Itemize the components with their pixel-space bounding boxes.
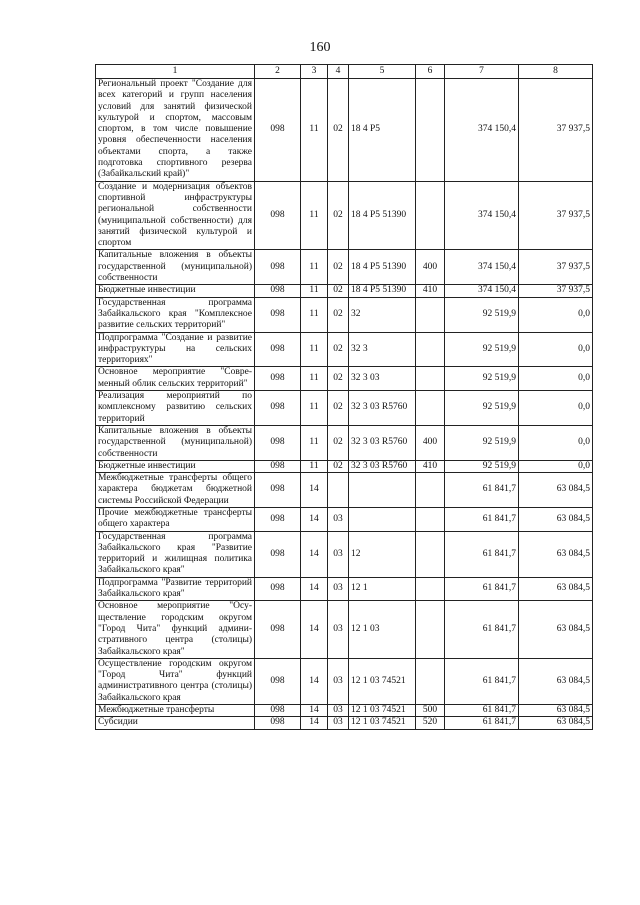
target-article-cell: 12 1	[349, 577, 416, 601]
amount-year2-cell: 63 084,5	[519, 473, 593, 508]
expense-type-cell: 410	[416, 285, 445, 297]
target-article-cell: 32 3 03 R5760	[349, 460, 416, 472]
column-header: 8	[519, 65, 593, 79]
column-header: 7	[445, 65, 519, 79]
amount-year2-cell: 37 937,5	[519, 181, 593, 250]
table-row	[96, 297, 593, 332]
column-header: 3	[301, 65, 328, 79]
amount-year1-cell: 61 841,7	[445, 601, 519, 658]
subsection-code-cell: 03	[328, 577, 349, 601]
table-row	[96, 79, 593, 182]
section-code-cell: 14	[301, 507, 328, 531]
subsection-code-cell: 02	[328, 285, 349, 297]
section-code-cell: 11	[301, 460, 328, 472]
section-code-cell: 11	[301, 425, 328, 460]
expense-type-cell	[416, 181, 445, 250]
subsection-code-cell: 02	[328, 332, 349, 367]
row-name-cell: Прочие межбюджетные трансферты общего характера	[96, 507, 255, 531]
amount-year1-cell: 92 519,9	[445, 425, 519, 460]
target-article-cell: 12 1 03	[349, 601, 416, 658]
amount-year2-cell: 0,0	[519, 367, 593, 391]
ministry-code-cell: 098	[255, 601, 301, 658]
section-code-cell: 14	[301, 705, 328, 717]
target-article-cell: 32 3 03	[349, 367, 416, 391]
amount-year2-cell: 0,0	[519, 460, 593, 472]
section-code-cell: 11	[301, 285, 328, 297]
expense-type-cell	[416, 531, 445, 577]
table-header-row	[96, 65, 593, 79]
row-name-cell: Межбюджетные трансферты общего характера бюджетам бюджетной системы Российской Федерации	[96, 473, 255, 508]
ministry-code-cell: 098	[255, 79, 301, 182]
amount-year2-cell: 0,0	[519, 391, 593, 426]
row-name-cell: Бюджетные инвестиции	[96, 460, 255, 472]
table-row	[96, 717, 593, 729]
table-row	[96, 332, 593, 367]
section-code-cell: 11	[301, 367, 328, 391]
section-code-cell: 11	[301, 79, 328, 182]
expense-type-cell	[416, 297, 445, 332]
amount-year1-cell: 374 150,4	[445, 79, 519, 182]
expense-type-cell: 400	[416, 425, 445, 460]
row-name-cell: Государственная программа Забайкальского края "Комплексное развитие сельских территорий"	[96, 297, 255, 332]
target-article-cell: 12	[349, 531, 416, 577]
table-row	[96, 391, 593, 426]
row-name-cell: Создание и модернизация объектов спортивной инфраструктуры региональной собственности (муниципальной собственности) для занятий физической культурой и спортом	[96, 181, 255, 250]
column-header: 6	[416, 65, 445, 79]
expense-type-cell	[416, 658, 445, 704]
amount-year1-cell: 92 519,9	[445, 367, 519, 391]
expense-type-cell	[416, 507, 445, 531]
expense-type-cell	[416, 79, 445, 182]
subsection-code-cell: 02	[328, 181, 349, 250]
subsection-code-cell: 02	[328, 79, 349, 182]
section-code-cell: 14	[301, 473, 328, 508]
page-number: 160	[309, 40, 331, 55]
amount-year2-cell: 37 937,5	[519, 285, 593, 297]
ministry-code-cell: 098	[255, 531, 301, 577]
target-article-cell	[349, 507, 416, 531]
subsection-code-cell: 03	[328, 717, 349, 729]
subsection-code-cell	[328, 473, 349, 508]
amount-year1-cell: 92 519,9	[445, 391, 519, 426]
amount-year1-cell: 92 519,9	[445, 460, 519, 472]
column-header: 4	[328, 65, 349, 79]
subsection-code-cell: 02	[328, 425, 349, 460]
section-code-cell: 11	[301, 391, 328, 426]
table-row	[96, 181, 593, 250]
section-code-cell: 14	[301, 601, 328, 658]
row-name-cell: Основное мероприятие "Осуществление городским округом "Город Чита" функций административного центра (столицы) Забайкальского края"	[96, 601, 255, 658]
expense-type-cell: 520	[416, 717, 445, 729]
row-name-cell: Региональный проект "Создание для всех категорий и групп населения условий для занятий физической культурой и спортом, массовым спортом, в том числе повышение уровня обеспеченности населения объектами спорта, а также подготовка спортивного резерва (Забайкальский край)"	[96, 79, 255, 182]
amount-year1-cell: 374 150,4	[445, 250, 519, 285]
subsection-code-cell: 03	[328, 658, 349, 704]
amount-year2-cell: 63 084,5	[519, 531, 593, 577]
row-name-cell: Межбюджетные трансферты	[96, 705, 255, 717]
subsection-code-cell: 03	[328, 531, 349, 577]
expense-type-cell: 410	[416, 460, 445, 472]
amount-year1-cell: 92 519,9	[445, 332, 519, 367]
row-name-cell: Подпрограмма "Создание и развитие инфраструктуры на сельских территориях"	[96, 332, 255, 367]
amount-year2-cell: 63 084,5	[519, 601, 593, 658]
expense-type-cell	[416, 577, 445, 601]
ministry-code-cell: 098	[255, 181, 301, 250]
subsection-code-cell: 02	[328, 297, 349, 332]
row-name-cell: Бюджетные инвестиции	[96, 285, 255, 297]
expense-type-cell	[416, 473, 445, 508]
section-code-cell: 14	[301, 658, 328, 704]
section-code-cell: 11	[301, 332, 328, 367]
expense-type-cell	[416, 332, 445, 367]
section-code-cell: 14	[301, 531, 328, 577]
row-name-cell: Государственная программа Забайкальского края "Развитие территорий и жилищная политика Забайкальского края"	[96, 531, 255, 577]
column-header: 1	[96, 65, 255, 79]
section-code-cell: 14	[301, 577, 328, 601]
target-article-cell: 18 4 P5 51390	[349, 250, 416, 285]
ministry-code-cell: 098	[255, 285, 301, 297]
table-row	[96, 460, 593, 472]
ministry-code-cell: 098	[255, 297, 301, 332]
target-article-cell: 12 1 03 74521	[349, 658, 416, 704]
target-article-cell: 32 3 03 R5760	[349, 425, 416, 460]
subsection-code-cell: 02	[328, 391, 349, 426]
target-article-cell	[349, 473, 416, 508]
table-row	[96, 705, 593, 717]
ministry-code-cell: 098	[255, 250, 301, 285]
ministry-code-cell: 098	[255, 473, 301, 508]
amount-year1-cell: 61 841,7	[445, 473, 519, 508]
ministry-code-cell: 098	[255, 717, 301, 729]
column-header: 5	[349, 65, 416, 79]
target-article-cell: 32 3 03 R5760	[349, 391, 416, 426]
ministry-code-cell: 098	[255, 332, 301, 367]
amount-year1-cell: 374 150,4	[445, 181, 519, 250]
target-article-cell: 12 1 03 74521	[349, 705, 416, 717]
target-article-cell: 12 1 03 74521	[349, 717, 416, 729]
row-name-cell: Капитальные вложения в объекты государственной (муниципальной) собственности	[96, 425, 255, 460]
amount-year1-cell: 374 150,4	[445, 285, 519, 297]
amount-year2-cell: 63 084,5	[519, 705, 593, 717]
subsection-code-cell: 03	[328, 507, 349, 531]
amount-year1-cell: 92 519,9	[445, 297, 519, 332]
amount-year1-cell: 61 841,7	[445, 531, 519, 577]
table-row	[96, 473, 593, 508]
section-code-cell: 14	[301, 717, 328, 729]
table-row	[96, 367, 593, 391]
amount-year2-cell: 63 084,5	[519, 507, 593, 531]
budget-table	[95, 64, 593, 730]
table-row	[96, 250, 593, 285]
amount-year2-cell: 0,0	[519, 425, 593, 460]
amount-year2-cell: 63 084,5	[519, 717, 593, 729]
ministry-code-cell: 098	[255, 460, 301, 472]
amount-year2-cell: 37 937,5	[519, 250, 593, 285]
subsection-code-cell: 02	[328, 367, 349, 391]
subsection-code-cell: 03	[328, 705, 349, 717]
amount-year1-cell: 61 841,7	[445, 507, 519, 531]
amount-year1-cell: 61 841,7	[445, 577, 519, 601]
amount-year2-cell: 0,0	[519, 332, 593, 367]
amount-year1-cell: 61 841,7	[445, 717, 519, 729]
target-article-cell: 32	[349, 297, 416, 332]
column-header: 2	[255, 65, 301, 79]
ministry-code-cell: 098	[255, 425, 301, 460]
row-name-cell: Подпрограмма "Развитие территорий Забайкальского края"	[96, 577, 255, 601]
expense-type-cell: 500	[416, 705, 445, 717]
table-row	[96, 425, 593, 460]
table-row	[96, 577, 593, 601]
amount-year1-cell: 61 841,7	[445, 705, 519, 717]
amount-year2-cell: 0,0	[519, 297, 593, 332]
row-name-cell: Субсидии	[96, 717, 255, 729]
ministry-code-cell: 098	[255, 705, 301, 717]
table-body	[96, 79, 593, 730]
section-code-cell: 11	[301, 297, 328, 332]
ministry-code-cell: 098	[255, 577, 301, 601]
section-code-cell: 11	[301, 181, 328, 250]
target-article-cell: 32 3	[349, 332, 416, 367]
ministry-code-cell: 098	[255, 658, 301, 704]
table-row	[96, 531, 593, 577]
row-name-cell: Капитальные вложения в объекты государственной (муниципальной) собственности	[96, 250, 255, 285]
table-row	[96, 507, 593, 531]
expense-type-cell	[416, 367, 445, 391]
target-article-cell: 18 4 P5 51390	[349, 285, 416, 297]
ministry-code-cell: 098	[255, 367, 301, 391]
target-article-cell: 18 4 P5	[349, 79, 416, 182]
ministry-code-cell: 098	[255, 391, 301, 426]
amount-year2-cell: 63 084,5	[519, 658, 593, 704]
expense-type-cell: 400	[416, 250, 445, 285]
section-code-cell: 11	[301, 250, 328, 285]
amount-year1-cell: 61 841,7	[445, 658, 519, 704]
row-name-cell: Реализация мероприятий по комплексному развитию сельских территорий	[96, 391, 255, 426]
amount-year2-cell: 37 937,5	[519, 79, 593, 182]
expense-type-cell	[416, 601, 445, 658]
row-name-cell: Осуществление городским округом "Город Чита" функций административного центра (столицы) Забайкальского края	[96, 658, 255, 704]
ministry-code-cell: 098	[255, 507, 301, 531]
expense-type-cell	[416, 391, 445, 426]
table-row	[96, 601, 593, 658]
table-row	[96, 658, 593, 704]
target-article-cell: 18 4 P5 51390	[349, 181, 416, 250]
subsection-code-cell: 02	[328, 460, 349, 472]
row-name-cell: Основное мероприятие "Современный облик сельских территорий"	[96, 367, 255, 391]
subsection-code-cell: 02	[328, 250, 349, 285]
table-row	[96, 285, 593, 297]
amount-year2-cell: 63 084,5	[519, 577, 593, 601]
subsection-code-cell: 03	[328, 601, 349, 658]
